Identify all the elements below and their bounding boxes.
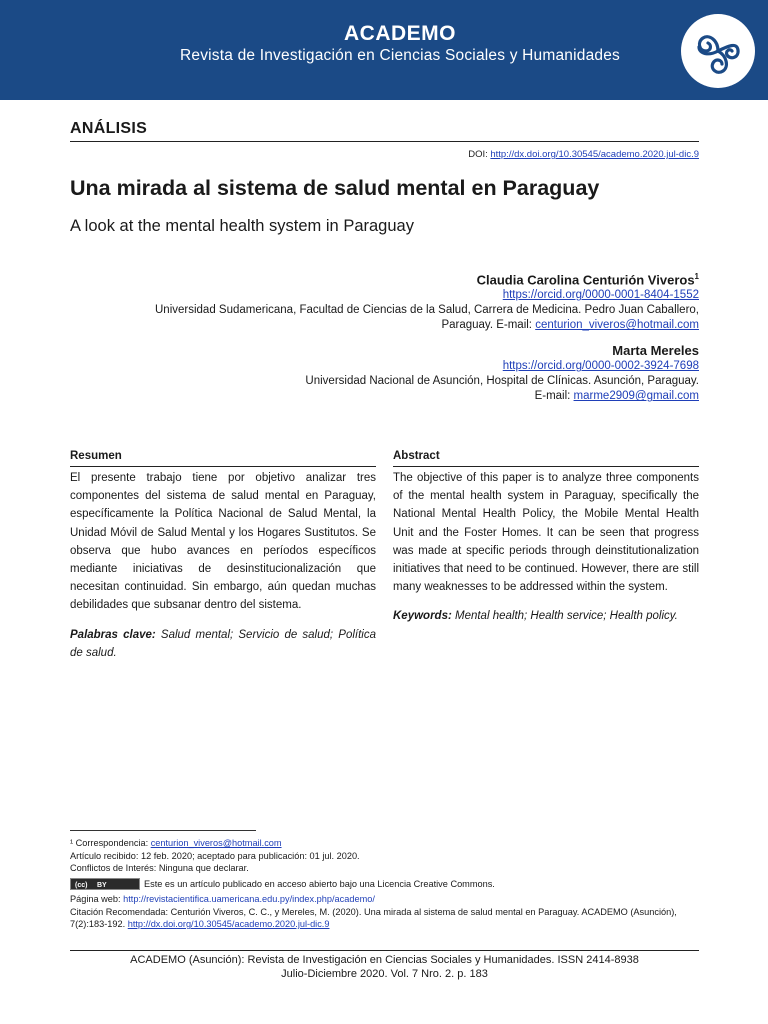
doi-label: DOI: — [468, 149, 491, 160]
correspondence-label: ¹ Correspondencia: — [70, 838, 151, 848]
keywords — [393, 607, 699, 625]
article-title: Una mirada al sistema de salud mental en Paraguay — [70, 176, 600, 200]
journal-web-link[interactable]: http://revistacientifica.uamericana.edu.py/index.php/academo/ — [123, 894, 375, 905]
author-footnote-mark: 1 — [694, 272, 699, 281]
author-affiliation: Universidad Nacional de Asunción, Hospital de Clínicas. Asunción, Paraguay. — [305, 375, 699, 388]
author-name: Claudia Carolina Centurión Viveros — [476, 272, 695, 288]
cc-by-icon[interactable]: (cc) BY — [70, 878, 140, 890]
author-name: Marta Mereles — [612, 343, 699, 359]
resumen-column — [70, 450, 376, 662]
doi-link[interactable]: http://dx.doi.org/10.30545/academo.2020.jul-dic.9 — [490, 149, 699, 160]
citation-text: Citación Recomendada: Centurión Viveros, C. C., y Mereles, M. (2020). Una mirada al sistema de salud mental en Paraguay. ACADEMO (Asunción), 7(2):183-192. — [70, 906, 677, 930]
section-label: ANÁLISIS — [70, 120, 148, 137]
author-affiliation: Paraguay. E-mail: — [441, 319, 536, 332]
article-subtitle: A look at the mental health system in Paraguay — [70, 217, 414, 235]
abstract-text: The objective of this paper is to analyze three components of the mental health system in Paraguay, specifically the National Mental Health Policy, the Mobile Mental Health Unit and the Foster Homes. It can be seen that progress was made at specific periods through deinstitutionalization initiatives that need to be continued. However, there are still many weaknesses to be addressed within the system. — [393, 472, 699, 594]
author-block — [70, 268, 699, 404]
footnotes — [70, 837, 699, 931]
orcid-link[interactable]: https://orcid.org/0000-0002-3924-7698 — [502, 360, 699, 373]
footer-issue-line: Julio-Diciembre 2020. Vol. 7 Nro. 2. p. 183 — [281, 968, 488, 980]
web-label: Página web: — [70, 894, 124, 905]
page-footer — [70, 953, 699, 981]
correspondence-email[interactable]: centurion_viveros@hotmail.com — [150, 838, 282, 848]
journal-banner — [0, 0, 768, 100]
keywords-text: Mental health; Health service; Health policy. — [451, 610, 678, 623]
doi-line — [468, 149, 699, 160]
palabras-clave — [70, 626, 376, 662]
abstract-column — [393, 450, 699, 626]
section-rule — [70, 141, 699, 142]
email-link[interactable]: centurion_viveros@hotmail.com — [535, 319, 699, 332]
footer-journal-line: ACADEMO (Asunción): Revista de Investigación en Ciencias Sociales y Humanidades. ISSN 2414-8938 — [130, 954, 639, 966]
triskelion-icon — [681, 14, 755, 88]
author-2 — [70, 342, 699, 404]
keywords-label: Palabras clave: — [70, 628, 156, 641]
citation-doi-link[interactable]: http://dx.doi.org/10.30545/academo.2020.jul-dic.9 — [127, 919, 330, 930]
author-affiliation: E-mail: — [534, 390, 574, 403]
email-link[interactable]: marme2909@gmail.com — [573, 390, 699, 403]
footnote-rule — [70, 830, 256, 831]
author-1 — [70, 268, 699, 333]
conflicts-note: Conflictos de Interés: Ninguna que declarar. — [70, 863, 249, 873]
received-note: Artículo recibido: 12 feb. 2020; aceptado para publicación: 01 jul. 2020. — [70, 850, 360, 861]
resumen-heading: Resumen — [70, 450, 376, 467]
footer-rule — [70, 950, 699, 951]
author-affiliation: Universidad Sudamericana, Facultad de Ciencias de la Salud, Carrera de Medicina. Pedro Juan Caballero, — [155, 304, 699, 317]
license-note: Este es un artículo publicado en acceso abierto bajo una Licencia Creative Commons. — [144, 878, 495, 889]
resumen-text: El presente trabajo tiene por objetivo analizar tres componentes del sistema de salud mental en Paraguay, específicamente la Política Nacional de Salud Mental, la Unidad Móvil de Salud Mental y los Hogares Sustitutos. Se observa que hubo avances en períodos específicos mediante iniciativas de desinstitucionalización que necesitan continuidad. Sin embargo, aún quedan muchas debilidades que subsanar dentro del sistema. — [70, 472, 376, 612]
keywords-label: Keywords: — [393, 610, 452, 623]
abstract-heading: Abstract — [393, 450, 699, 467]
orcid-link[interactable]: https://orcid.org/0000-0001-8404-1552 — [502, 289, 699, 302]
journal-subtitle: Revista de Investigación en Ciencias Sociales y Humanidades — [179, 47, 620, 64]
journal-name: ACADEMO — [344, 22, 456, 45]
keywords-text: Salud mental; Servicio de salud; Política de salud. — [70, 628, 376, 659]
